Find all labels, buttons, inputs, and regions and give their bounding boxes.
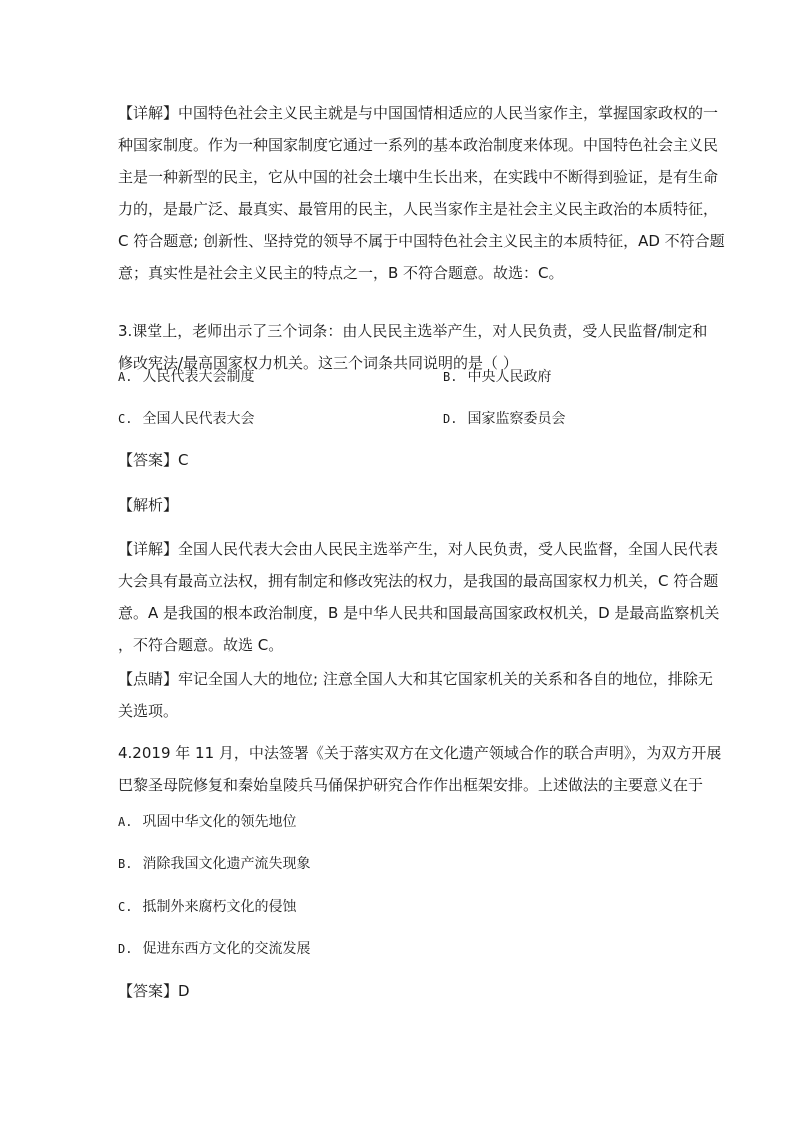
answer-tag: 【答案】 xyxy=(118,982,179,1000)
q3-option-a: A. 人民代表大会制度 xyxy=(118,369,255,385)
q3-detail-paragraph xyxy=(118,533,720,661)
text-line: 【点睛】牢记全国人大的地位; 注意全国人大和其它国家机关的关系和各自的地位，排除无 xyxy=(118,670,713,688)
text-line: 意；真实性是社会主义民主的特点之一，B 不符合题意。故选：C。 xyxy=(118,264,564,282)
q3-answer xyxy=(118,444,678,476)
q3-option-c: C. 全国人民代表大会 xyxy=(118,411,255,427)
q3-option-d: D. 国家监察委员会 xyxy=(443,411,566,427)
text-line: ，不符合题意。故选 C。 xyxy=(118,636,284,654)
text-line: 4.2019 年 11 月，中法签署《关于落实双方在文化遗产领域合作的联合声明》，为双方开展 xyxy=(118,744,722,762)
q4-option-c: C. 抵制外来腐朽文化的侵蚀 xyxy=(118,899,297,915)
q3-option-b: B. 中央人民政府 xyxy=(443,369,552,385)
analysis-tag: 【解析】 xyxy=(118,496,179,514)
q4-option-b: B. 消除我国文化遗产流失现象 xyxy=(118,856,311,872)
text-line: 大会具有最高立法权，拥有制定和修改宪法的权力，是我国的最高国家权力机关，C 符合题 xyxy=(118,572,719,590)
text-line: 【详解】中国特色社会主义民主就是与中国国情相适应的人民当家作主，掌握国家政权的一 xyxy=(118,104,719,122)
text-line: 主是一种新型的民主，它从中国的社会土壤中生长出来，在实践中不断得到验证，是有生命 xyxy=(118,168,719,186)
text-line: 巴黎圣母院修复和秦始皇陵兵马俑保护研究合作作出框架安排。上述做法的主要意义在于 xyxy=(118,776,704,794)
q4-option-d: D. 促进东西方文化的交流发展 xyxy=(118,941,311,957)
answer-value: C xyxy=(178,451,189,469)
text-line: 关选项。 xyxy=(118,702,179,720)
text-line: 种国家制度。作为一种国家制度它通过一系列的基本政治制度来体现。中国特色社会主义民 xyxy=(118,136,719,154)
detail-tag: 【详解】 xyxy=(118,540,179,558)
detail-paragraph-q2 xyxy=(118,97,725,289)
text-line: 3.课堂上，老师出示了三个词条：由人民民主选举产生，对人民负责，受人民监督/制定和 xyxy=(118,322,708,340)
text-line: 意。A 是我国的根本政治制度，B 是中华人民共和国最高国家政权机关，D 是最高监察机关 xyxy=(118,604,720,622)
q3-tip-paragraph xyxy=(118,663,713,727)
text-line: 【详解】全国人民代表大会由人民民主选举产生，对人民负责，受人民监督，全国人民代表 xyxy=(118,540,719,558)
detail-tag: 【详解】 xyxy=(118,104,179,122)
answer-tag: 【答案】 xyxy=(118,451,179,469)
tip-tag: 【点睛】 xyxy=(118,670,179,688)
q4-option-a: A. 巩固中华文化的领先地位 xyxy=(118,814,297,830)
text-line: 力的，是最广泛、最真实、最管用的民主，人民当家作主是社会主义民主政治的本质特征， xyxy=(118,200,719,218)
answer-value: D xyxy=(178,982,190,1000)
q4-answer xyxy=(118,975,678,1007)
text-line: 修改宪法/最高国家权力机关。这三个词条共同说明的是（ ） xyxy=(118,354,518,372)
question-4-stem xyxy=(118,737,722,801)
q3-analysis-heading xyxy=(118,489,678,521)
text-line: C 符合题意; 创新性、坚持党的领导不属于中国特色社会主义民主的本质特征，AD 不符合题 xyxy=(118,232,725,250)
